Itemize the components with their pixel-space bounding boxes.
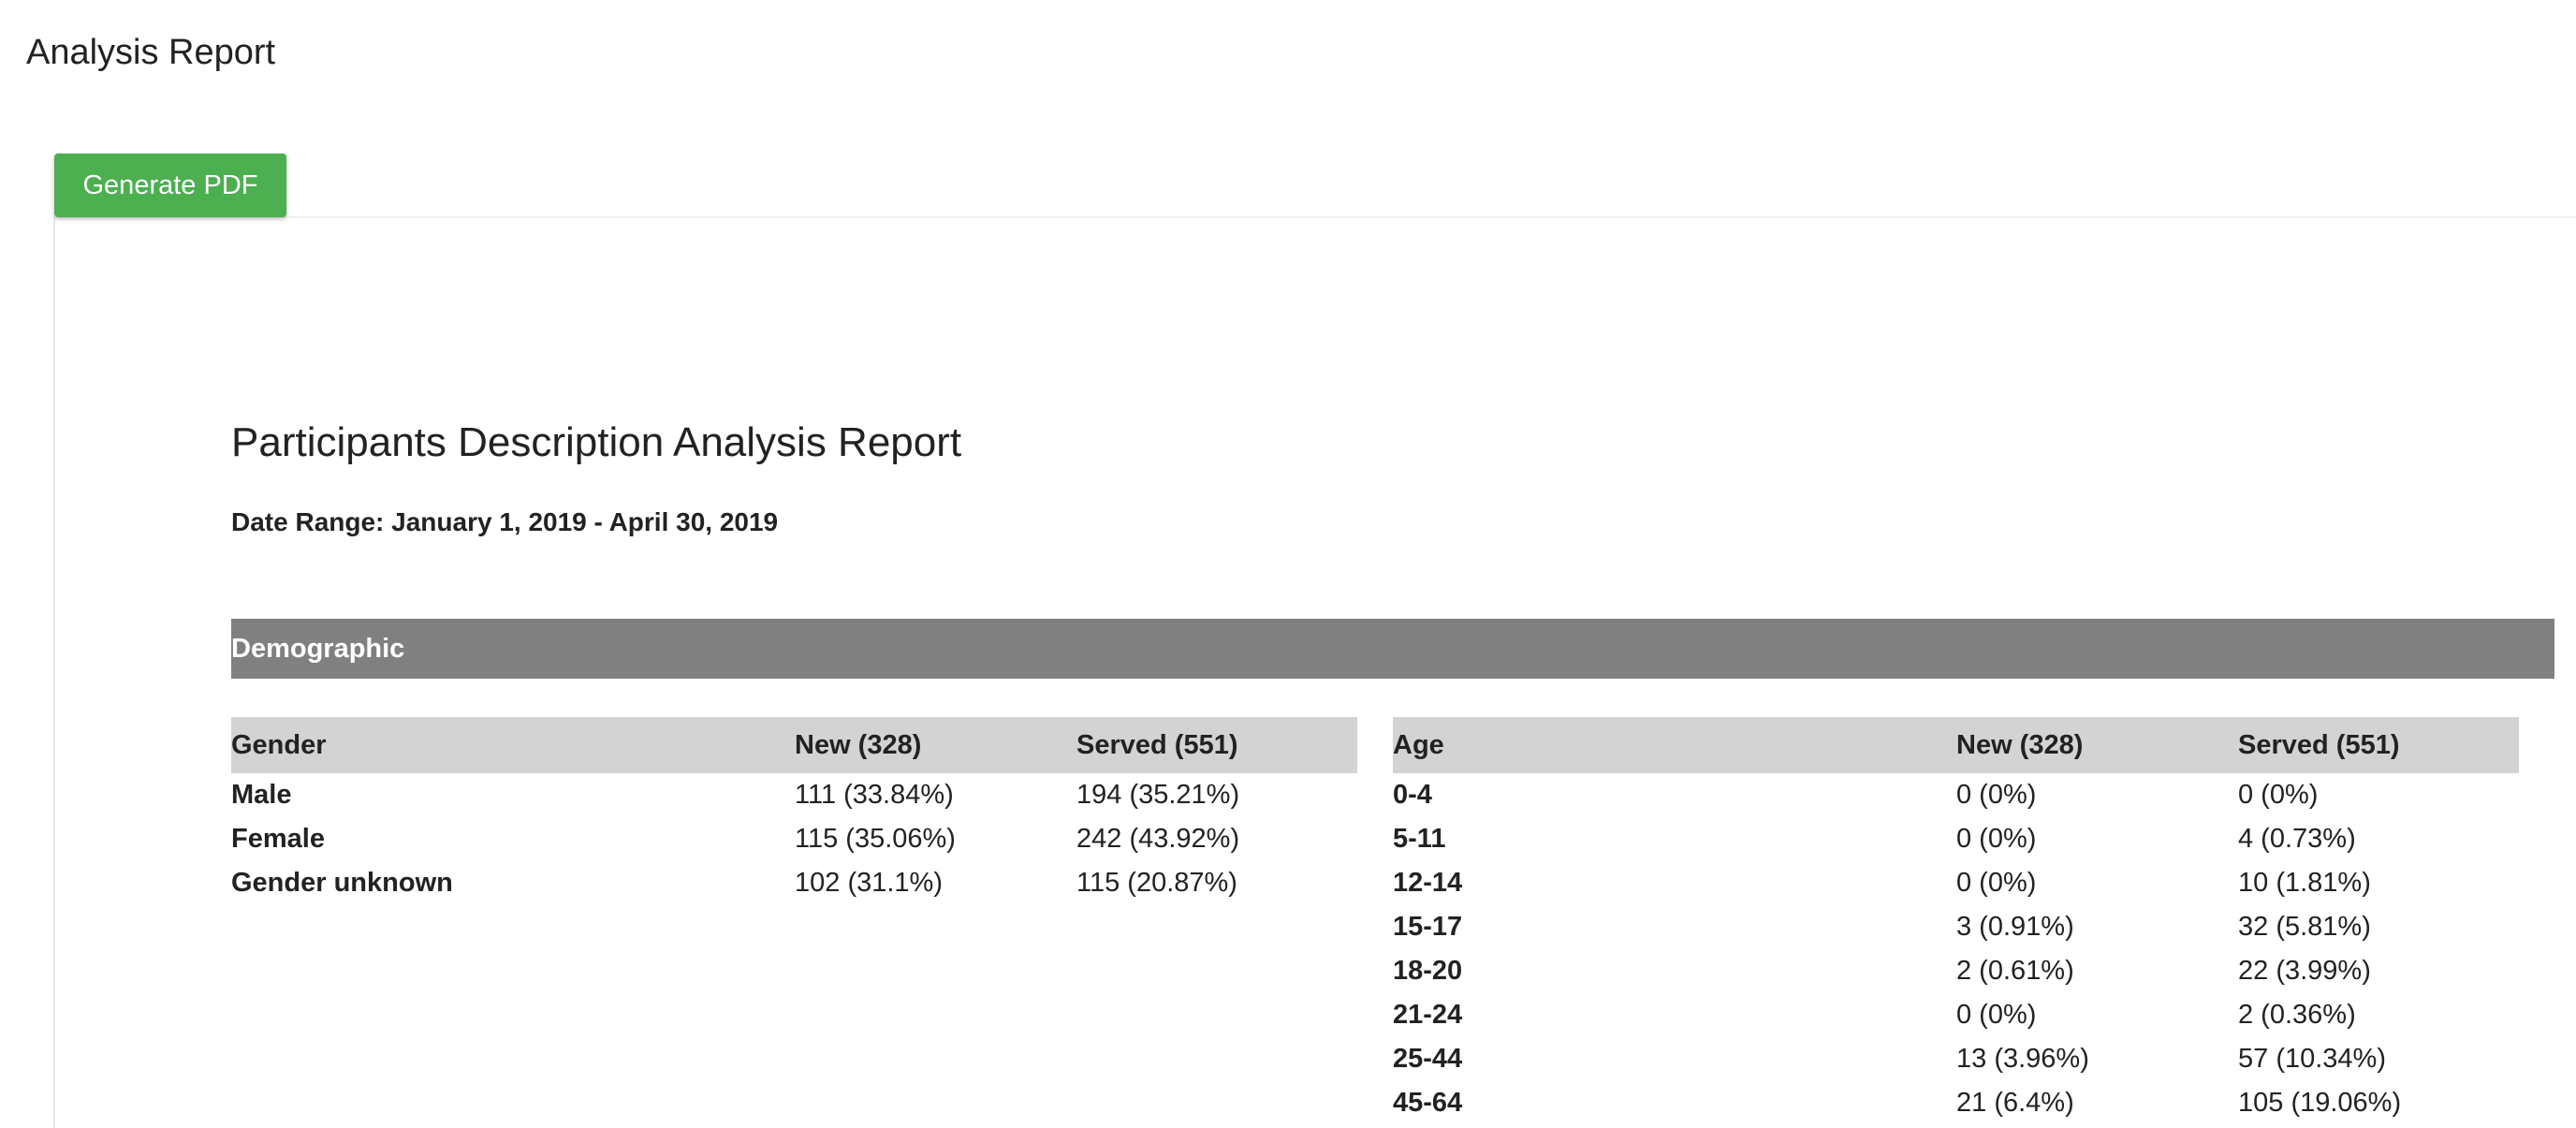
table-row bbox=[231, 773, 1357, 817]
row-label: Gender unknown bbox=[231, 868, 453, 898]
date-range: Date Range: January 1, 2019 - April 30, 2019 bbox=[231, 507, 779, 536]
table-row bbox=[1393, 949, 2519, 993]
table-row bbox=[1393, 773, 2519, 817]
cell-new: 13 (3.96%) bbox=[1956, 1044, 2089, 1074]
row-label: 25-44 bbox=[1393, 1044, 1463, 1074]
cell-new: 0 (0%) bbox=[1956, 780, 2037, 810]
row-label: 18-20 bbox=[1393, 956, 1463, 986]
cell-served: 32 (5.81%) bbox=[2238, 912, 2371, 942]
row-label: 0-4 bbox=[1393, 780, 1432, 810]
cell-served: 115 (20.87%) bbox=[1076, 868, 1237, 898]
row-label: 12-14 bbox=[1393, 868, 1463, 898]
cell-served: 105 (19.06%) bbox=[2238, 1088, 2402, 1118]
column-header-gender: Gender bbox=[231, 717, 795, 773]
cell-served: 194 (35.21%) bbox=[1076, 780, 1240, 810]
table-row bbox=[231, 861, 1357, 905]
column-header-new: New (328) bbox=[795, 717, 1076, 773]
cell-served: 242 (43.92%) bbox=[1076, 824, 1240, 854]
table-row bbox=[231, 817, 1357, 861]
table-row bbox=[1393, 861, 2519, 905]
column-header-served: Served (551) bbox=[1076, 717, 1357, 773]
row-label: 5-11 bbox=[1393, 824, 1446, 854]
cell-new: 21 (6.4%) bbox=[1956, 1088, 2074, 1118]
cell-served: 4 (0.73%) bbox=[2238, 824, 2356, 854]
row-label: 15-17 bbox=[1393, 912, 1463, 942]
cell-new: 0 (0%) bbox=[1956, 868, 2037, 898]
table-row bbox=[1393, 993, 2519, 1037]
column-header-new: New (328) bbox=[1956, 717, 2238, 773]
table-row bbox=[1393, 817, 2519, 861]
report-title: Participants Description Analysis Report bbox=[231, 419, 962, 465]
cell-new: 111 (33.84%) bbox=[795, 780, 954, 810]
cell-new: 102 (31.1%) bbox=[795, 868, 943, 898]
cell-served: 57 (10.34%) bbox=[2238, 1044, 2386, 1074]
cell-new: 2 (0.61%) bbox=[1956, 956, 2074, 986]
age-table-header-row bbox=[1393, 717, 2519, 773]
column-header-age: Age bbox=[1393, 717, 1956, 773]
table-row bbox=[1393, 1037, 2519, 1081]
row-label: Male bbox=[231, 780, 292, 810]
app-title: Analysis Report bbox=[26, 33, 276, 72]
gender-table-header-row bbox=[231, 717, 1357, 773]
table-row bbox=[1393, 1081, 2519, 1125]
cell-served: 10 (1.81%) bbox=[2238, 868, 2371, 898]
section-header-demographic: Demographic bbox=[231, 619, 2554, 679]
cell-new: 3 (0.91%) bbox=[1956, 912, 2074, 942]
gender-table bbox=[231, 717, 1357, 905]
table-row bbox=[1393, 905, 2519, 949]
cell-served: 0 (0%) bbox=[2238, 780, 2319, 810]
column-header-served: Served (551) bbox=[2238, 717, 2519, 773]
row-label: 21-24 bbox=[1393, 1000, 1463, 1030]
cell-served: 2 (0.36%) bbox=[2238, 1000, 2356, 1030]
generate-pdf-button[interactable]: Generate PDF bbox=[54, 154, 286, 217]
cell-served: 22 (3.99%) bbox=[2238, 956, 2371, 986]
row-label: Female bbox=[231, 824, 325, 854]
cell-new: 0 (0%) bbox=[1956, 824, 2037, 854]
cell-new: 115 (35.06%) bbox=[795, 824, 956, 854]
row-label: 45-64 bbox=[1393, 1088, 1463, 1118]
age-table bbox=[1393, 717, 2519, 1125]
cell-new: 0 (0%) bbox=[1956, 1000, 2037, 1030]
